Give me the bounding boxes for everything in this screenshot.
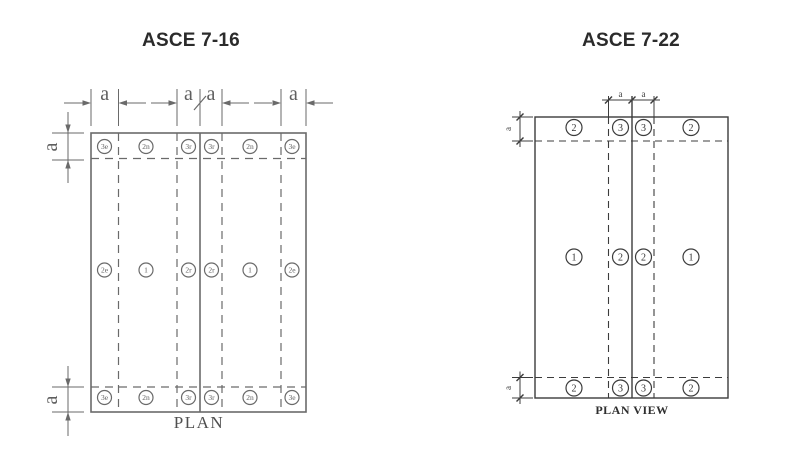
zone-markers-top-row <box>98 140 300 154</box>
dimension-label-a: a <box>40 142 62 152</box>
zone-label: 3 <box>641 383 646 395</box>
zone-label: 2 <box>571 123 577 134</box>
zone-label: 3 <box>618 383 623 395</box>
dimension-label-a: a <box>40 395 62 405</box>
arrowhead <box>169 100 178 106</box>
zone-label: 2r <box>208 265 215 275</box>
left-diagram-title: ASCE 7-16 <box>142 30 240 51</box>
zone-label: 2 <box>618 252 623 264</box>
arrowhead <box>65 125 70 134</box>
dimension-label-a: a <box>503 386 513 390</box>
zone-label: 3e <box>288 142 296 152</box>
arrowhead <box>222 100 231 106</box>
zone-label: 1 <box>571 252 577 264</box>
zone-label: 2n <box>142 142 150 152</box>
zone-label: 3r <box>185 142 192 152</box>
zone-label: 3e <box>100 393 109 403</box>
zone-label: 2e <box>100 265 109 275</box>
zone-label: 1 <box>248 265 252 275</box>
dimension-label-a: a <box>206 83 216 105</box>
arrowhead <box>65 412 70 421</box>
zone-label: 2n <box>142 393 150 403</box>
zone-markers-bottom-row <box>98 391 300 405</box>
arrowhead <box>306 100 315 106</box>
zone-label: 2e <box>288 265 296 275</box>
dimension-label-a: a <box>503 127 513 131</box>
asce-7-16-plan-diagram <box>40 83 333 436</box>
zone-label: 1 <box>688 252 694 264</box>
roof-outline <box>91 133 306 412</box>
arrowhead <box>119 100 128 106</box>
arrowhead <box>65 379 70 388</box>
dimension-label-a: a <box>618 89 623 99</box>
top-dimension-extension-lines <box>91 89 306 126</box>
zone-label: 2n <box>246 393 254 403</box>
zone-label: 3r <box>208 142 215 152</box>
zone-label: 2n <box>246 142 254 152</box>
zone-label: 2 <box>571 383 577 395</box>
zone-label: 3e <box>100 142 109 152</box>
asce-7-22-plan-diagram <box>503 89 728 417</box>
left-dimension-bottom <box>512 372 533 405</box>
zone-label: 1 <box>144 265 148 275</box>
arrowhead <box>273 100 282 106</box>
dimension-label-a: a <box>641 89 646 99</box>
top-dimension <box>602 97 660 104</box>
zone-label: 3r <box>208 393 215 403</box>
zone-label: 2 <box>688 123 694 134</box>
zone-markers-middle-row <box>98 263 300 277</box>
zone-label: 2r <box>185 265 192 275</box>
arrowhead <box>83 100 92 106</box>
dimension-label-a: a <box>289 83 298 105</box>
zone-label: 3 <box>618 123 623 134</box>
zone-label: 3e <box>288 393 296 403</box>
dimension-label-a: a <box>100 83 110 105</box>
right-diagram-title: ASCE 7-22 <box>582 30 680 51</box>
left-diagram-caption: PLAN <box>173 413 225 432</box>
zone-label: 2 <box>641 252 646 264</box>
arrowhead <box>65 160 70 169</box>
right-diagram-caption: PLAN VIEW <box>595 403 669 417</box>
zone-label: 3r <box>185 393 192 403</box>
left-dimension-top <box>512 111 533 147</box>
zone-label: 2 <box>688 383 694 395</box>
zone-label: 3 <box>641 123 646 134</box>
dimension-label-a: a <box>184 83 193 105</box>
